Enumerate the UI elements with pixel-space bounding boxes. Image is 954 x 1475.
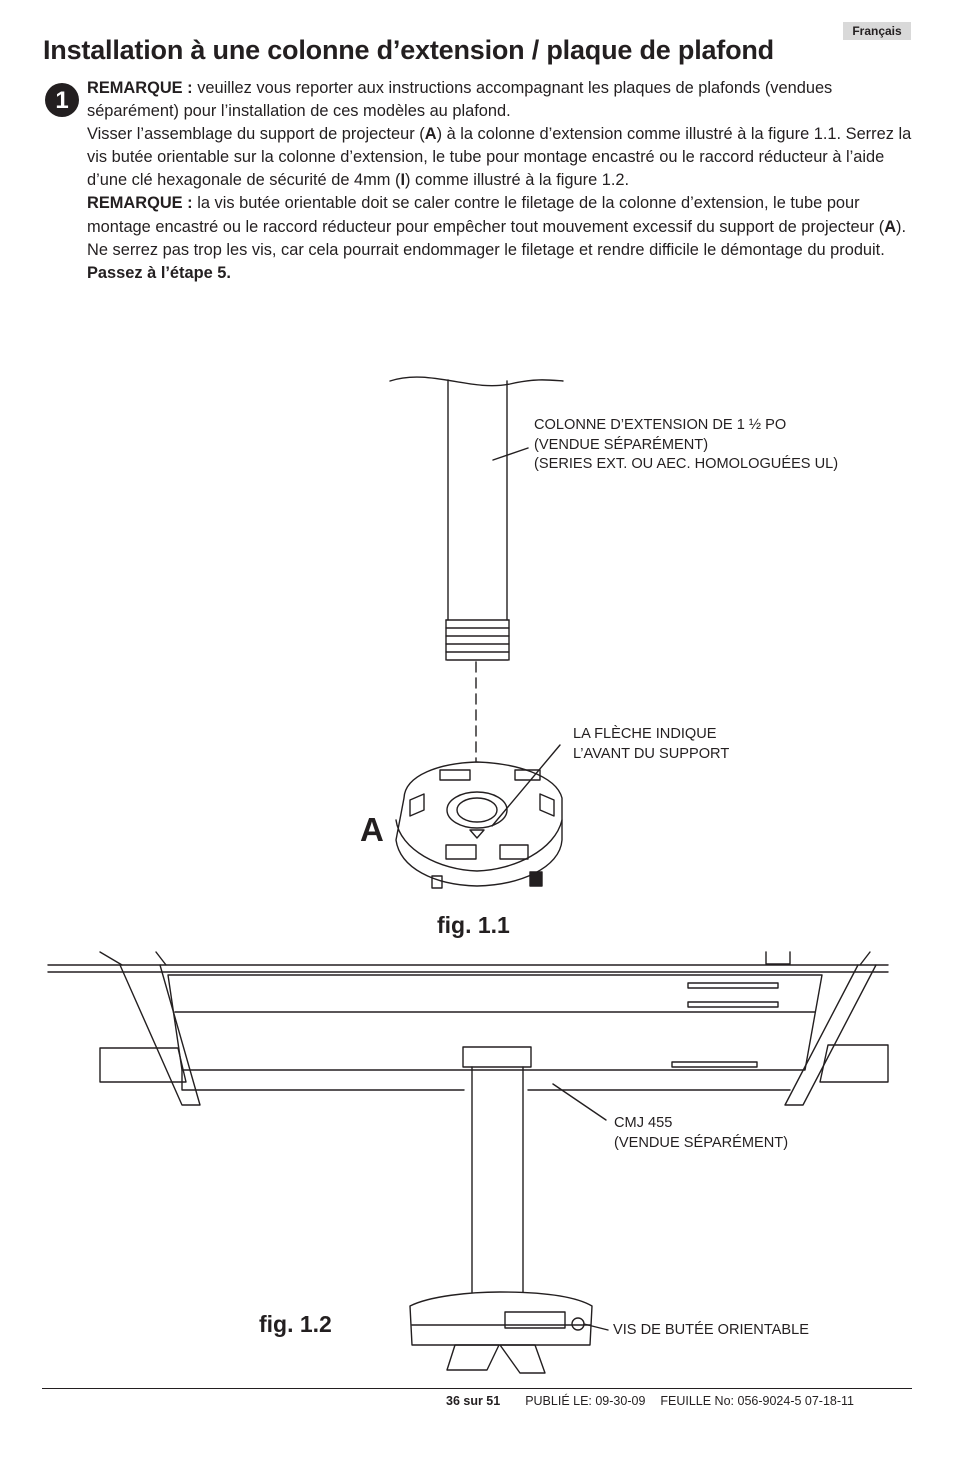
note-body: veuillez vous reporter aux instructions accompagnant les plaques de plafonds (vendues séparément) pour l’installation de ces modèles au plafond. [87,79,833,121]
part-label-a: A [360,811,384,848]
text-run: ) comme illustré à la figure 1.2. [405,171,630,190]
plate-callout [614,1114,788,1153]
text-run: ) à la colonne d’extension comme illustré à la figure 1.1. Serrez la vis butée orientable sur la colonne d’extension, le tube pour montage encastré ou le raccord réducteur à l’aide d’une clé hexagonale de sécurité de 4mm ( [87,125,912,190]
callout-line: (VENDUE SÉPARÉMENT) [534,436,709,453]
text-run: ). Ne serrez pas trop les vis, car cela pourrait endommager le filetage et rendre difficile le démontage du produit. [87,217,907,259]
text-run: Visser l’assemblage du support de projecteur ( [87,125,425,144]
page-title: Installation à une colonne d’extension / plaque de plafond [43,35,774,65]
text-run: la vis butée orientable doit se caler contre le filetage de la colonne d’extension, le tube pour montage encastré ou le raccord réducteur pour empêcher tout mouvement excessif du support de projecteur ( [87,194,885,236]
callout-line: CMJ 455 [614,1115,673,1131]
part-ref-i: I [400,171,405,190]
tube-and-mount-drawing [410,1047,608,1373]
step-number-badge: 1 [45,83,79,117]
published-date: PUBLIÉ LE: 09-30-09 [525,1394,646,1408]
note-label: REMARQUE : [87,194,193,213]
column-callout [534,416,838,475]
callout-line: (SERIES EXT. OU AEC. HOMOLOGUÉES UL) [534,456,839,472]
next-step: Passez à l’étape 5. [87,263,231,282]
page-number: 36 sur 51 [446,1394,501,1408]
footer [446,1394,854,1408]
callout-line: LA FLÈCHE INDIQUE [573,726,717,742]
footer-divider [42,1388,912,1389]
part-ref-a: A [424,125,437,144]
screw-callout: VIS DE BUTÉE ORIENTABLE [613,1322,809,1338]
ceiling-drawing [48,952,888,1120]
callout-line: L’AVANT DU SUPPORT [573,745,730,762]
callout-line: (VENDUE SÉPARÉMENT) [614,1134,789,1151]
language-badge: Français [843,22,911,40]
callout-line: COLONNE D’EXTENSION DE 1 ½ PO [534,417,787,433]
note-label: REMARQUE : [87,79,193,97]
fig-1-2-caption: fig. 1.2 [259,1311,332,1337]
part-ref-a: A [884,217,897,236]
arrow-callout [573,725,729,764]
fig-1-1-caption: fig. 1.1 [437,912,510,938]
projector-mount-drawing [396,745,562,888]
sheet-number: FEUILLE No: 056-9024-5 07-18-11 [660,1394,855,1408]
